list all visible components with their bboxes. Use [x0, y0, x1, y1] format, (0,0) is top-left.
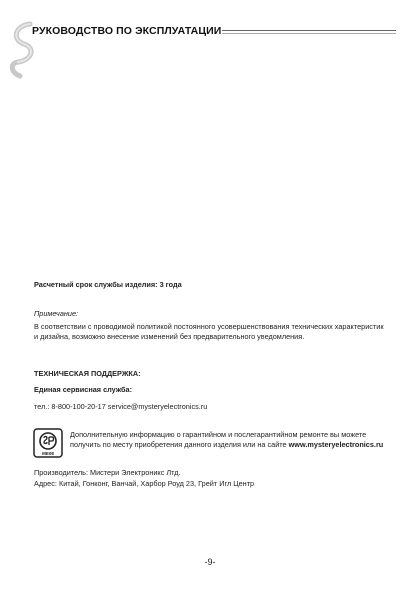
support-title: ТЕХНИЧЕСКАЯ ПОДДЕРЖКА: [34, 369, 141, 378]
header-divider [222, 30, 396, 31]
note-text: В соответствии с проводимой политикой постоянного усовершенствования технических характеристик и дизайна, возможно внесение изменений без предварительного уведомления. [34, 322, 384, 341]
manufacturer: Производитель: Мистери Электроникс Лтд. [34, 468, 181, 477]
support-phone-email: тел.: 8-800-100-20-17 service@mysteryelectronics.ru [34, 402, 208, 411]
header-divider-secondary [222, 33, 396, 34]
page-number: -9- [204, 557, 216, 567]
warranty-info-text: Дополнительную информацию о гарантийном и послегарантийном ремонте вы можете получить по месту приобретения данного изделия или на сайте [70, 430, 367, 449]
certification-mark-label: МЕ08 [42, 451, 54, 456]
support-subtitle: Единая сервисная служба: [34, 385, 133, 394]
header-title: РУКОВОДСТВО ПО ЭКСПЛУАТАЦИИ [32, 25, 222, 37]
certification-mark-icon [33, 428, 63, 458]
website-link[interactable]: www.mysteryelectronics.ru [288, 440, 384, 449]
manufacturer-address: Адрес: Китай, Гонконг, Ванчай, Харбор Роуд 23, Грейт Игл Центр [34, 479, 255, 488]
service-life: Расчетный срок службы изделия: 3 года [34, 280, 182, 289]
note-label: Примечание: [34, 309, 79, 318]
warranty-info [70, 430, 390, 450]
